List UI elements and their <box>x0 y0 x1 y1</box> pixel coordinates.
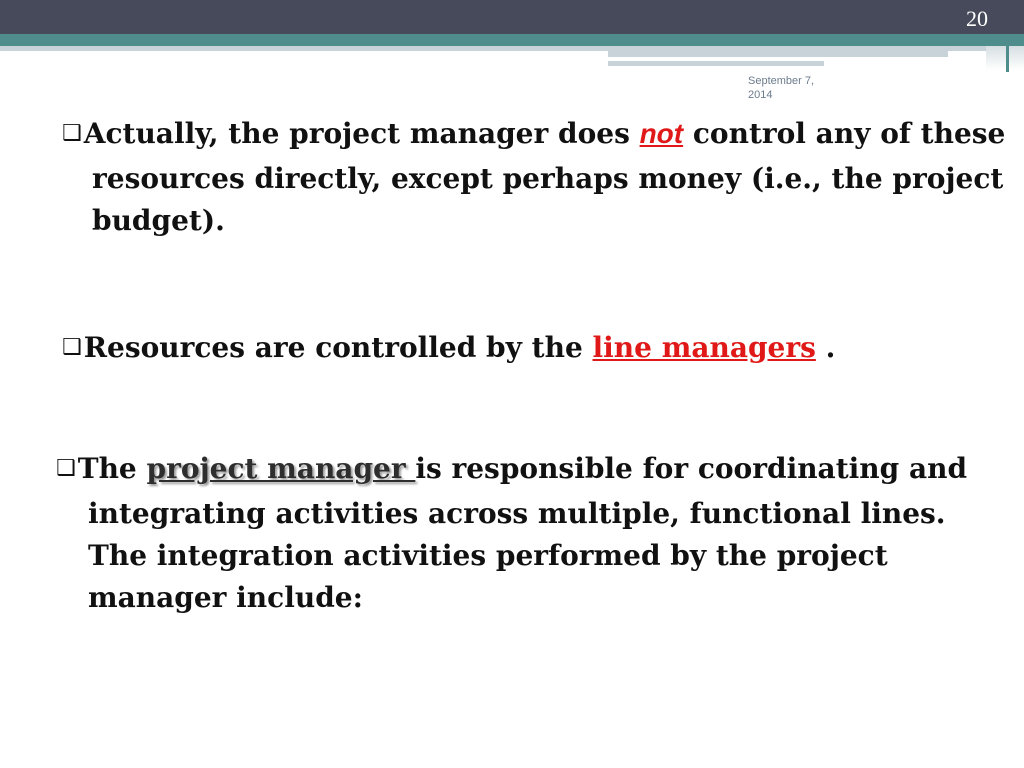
header-corner-line <box>1006 34 1009 72</box>
bullet-text-post: . <box>815 331 836 364</box>
bullet-text-pre: The <box>77 452 147 485</box>
slide-date: September 7, 2014 <box>748 75 815 101</box>
bullet-paragraph-3 <box>56 448 988 619</box>
checkbox-bullet-icon: ❑ <box>62 335 82 360</box>
bullet-text-pre: Actually, the project manager does <box>83 117 640 150</box>
slide-number: 20 <box>966 6 988 31</box>
bullet-paragraph-1 <box>62 113 1022 242</box>
bullet-text-post: control any of these resources directly, except perhaps money (i.e., the project budget). <box>92 117 1006 237</box>
header-accent-bar <box>608 51 948 57</box>
header-band-dark <box>0 0 1024 34</box>
header-accent-bar-short <box>608 61 824 66</box>
bullet-text-pre: Resources are controlled by the <box>83 331 593 364</box>
emphasis-project-manager: project manager <box>146 452 416 485</box>
emphasis-line-managers: line managers <box>592 331 816 364</box>
header-band-teal <box>0 34 1024 46</box>
emphasis-not: not <box>639 118 684 149</box>
header-corner-shade <box>986 46 1024 70</box>
checkbox-bullet-icon: ❑ <box>56 456 76 481</box>
bullet-paragraph-2 <box>62 327 992 372</box>
bullet-text-post: is responsible for coordinating and integrating activities across multiple, functional lines. The integration activities performed by the project manager include: <box>88 452 968 614</box>
checkbox-bullet-icon: ❑ <box>62 121 82 146</box>
